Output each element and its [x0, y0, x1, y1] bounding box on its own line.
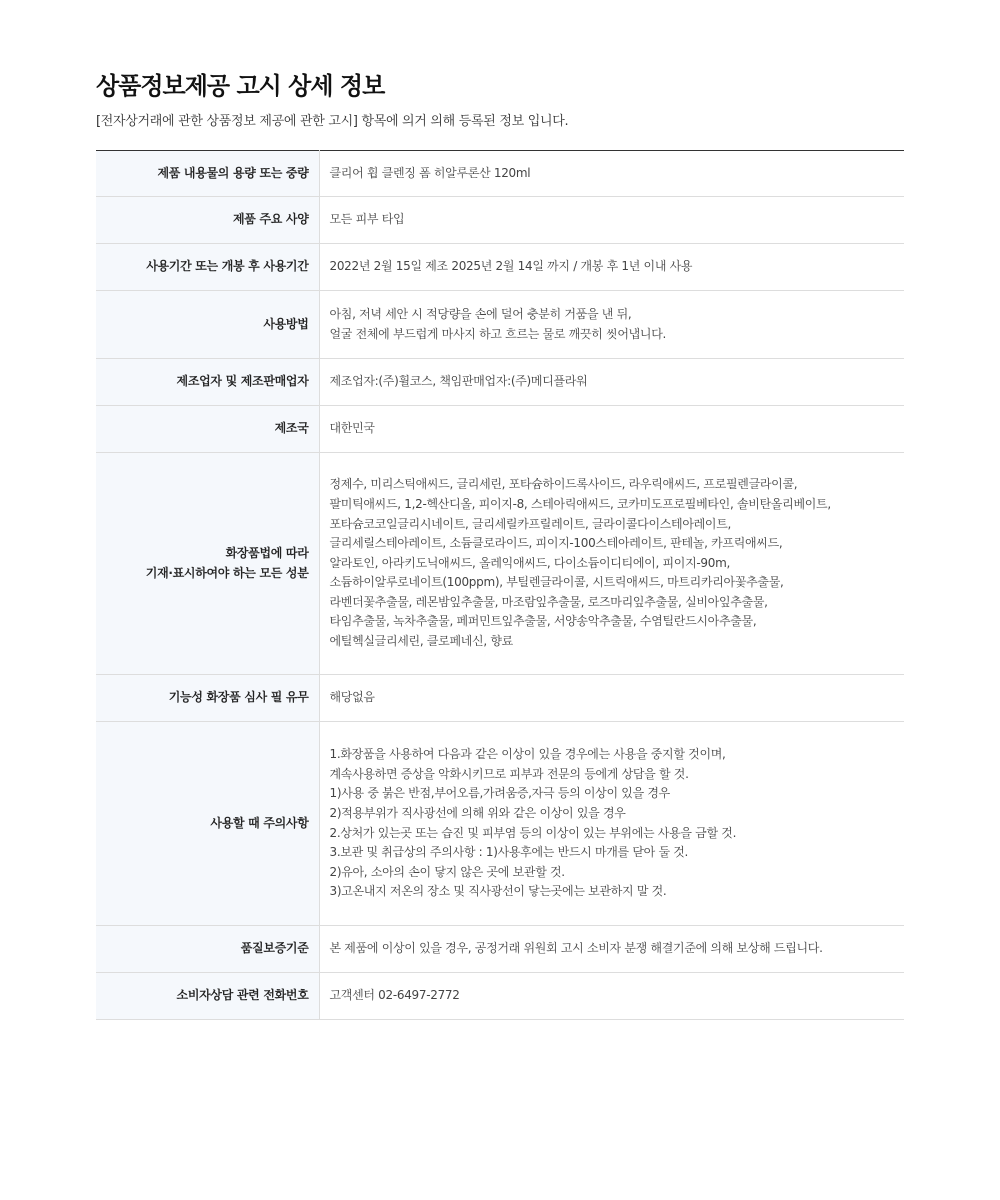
row-label: 품질보증기준 [96, 926, 319, 973]
product-info-table [96, 150, 904, 1020]
row-capacity [96, 151, 904, 197]
row-usage-period [96, 244, 904, 291]
row-how-to-use [96, 291, 904, 359]
row-value: 해당없음 [319, 675, 904, 722]
row-ingredients [96, 453, 904, 675]
row-value: 1.화장품을 사용하여 다음과 같은 이상이 있을 경우에는 사용을 중지할 것이며, 계속사용하면 증상을 악화시키므로 피부과 전문의 등에게 상담을 할 것. 1)사용 중 붉은 반점,부어오름,가려움증,자극 등의 이상이 있을 경우 2)적용부위가 직사광선에 의해 위와 같은 이상이 있을 경우 2.상처가 있는곳 또는 습진 및 피부염 등의 이상이 있는 부위에는 사용을 금할 것. 3.보관 및 취급상의 주의사항 : 1)사용후에는 반드시 마개를 닫아 둘 것. 2)유아, 소아의 손이 닿지 않은 곳에 보관할 것. 3)고온내지 저온의 장소 및 직사광선이 닿는곳에는 보관하지 말 것. [319, 722, 904, 926]
row-value: 2022년 2월 15일 제조 2025년 2월 14일 까지 / 개봉 후 1년 이내 사용 [319, 244, 904, 291]
row-quality-guarantee [96, 926, 904, 973]
row-manufacturer [96, 359, 904, 406]
row-label: 제조업자 및 제조판매업자 [96, 359, 319, 406]
row-value: 클리어 휩 클렌징 폼 히알루론산 120ml [319, 151, 904, 197]
page-subtitle: [전자상거래에 관한 상품정보 제공에 관한 고시] 항목에 의거 의해 등록된 정보 입니다. [96, 114, 569, 129]
row-value: 제조업자:(주)휠코스, 책임판매업자:(주)메디플라워 [319, 359, 904, 406]
row-label: 제조국 [96, 406, 319, 453]
row-label: 소비자상담 관련 전화번호 [96, 973, 319, 1020]
page-title: 상품정보제공 고시 상세 정보 [96, 72, 385, 100]
row-label: 사용기간 또는 개봉 후 사용기간 [96, 244, 319, 291]
row-functional-review [96, 675, 904, 722]
product-info-notice [96, 70, 904, 1020]
row-value: 고객센터 02-6497-2772 [319, 973, 904, 1020]
row-label: 제품 내용물의 용량 또는 중량 [96, 151, 319, 197]
row-label: 사용방법 [96, 291, 319, 359]
row-value: 본 제품에 이상이 있을 경우, 공정거래 위원회 고시 소비자 분쟁 해결기준에 의해 보상해 드립니다. [319, 926, 904, 973]
row-label: 화장품법에 따라 기재·표시하여야 하는 모든 성분 [96, 453, 319, 675]
row-precautions [96, 722, 904, 926]
row-label: 제품 주요 사양 [96, 197, 319, 244]
row-value: 아침, 저녁 세안 시 적당량을 손에 덜어 충분히 거품을 낸 뒤, 얼굴 전체에 부드럽게 마사지 하고 흐르는 물로 깨끗히 씻어냅니다. [319, 291, 904, 359]
row-country [96, 406, 904, 453]
row-value: 대한민국 [319, 406, 904, 453]
row-main-spec [96, 197, 904, 244]
row-label: 사용할 때 주의사항 [96, 722, 319, 926]
row-value: 모든 피부 타입 [319, 197, 904, 244]
row-customer-phone [96, 973, 904, 1020]
row-label: 기능성 화장품 심사 필 유무 [96, 675, 319, 722]
row-value: 정제수, 미리스틱애씨드, 글리세린, 포타슘하이드록사이드, 라우릭애씨드, 프로필렌글라이콜, 팔미틱애씨드, 1,2-헥산디올, 피이지-8, 스테아릭애씨드, 코카미도프로필베타인, 솔비탄올리베이트, 포타슘코코일글리시네이트, 글리세릴카프릴레이트, 글라이콜다이스테아레이트, 글리세릴스테아레이트, 소듐클로라이드, 피이지-100스테아레이트, 판테놀, 카프릭애씨드, 알라토인, 아라키도닉애씨드, 올레익애씨드, 다이소듐이디티에이, 피이지-90m, 소듐하이알루로네이트(100ppm), 부틸렌글라이콜, 시트릭애씨드, 마트리카리아꽃추출물, 라벤더꽃추출물, 레몬밤잎추출물, 마조람잎추출물, 로즈마리잎추출물, 실비아잎추출물, 타임추출물, 녹차추출물, 페퍼민트잎추출물, 서양송악추출물, 수염틸란드시아추출물, 에틸헥실글리세린, 클로페네신, 향료 [319, 453, 904, 675]
